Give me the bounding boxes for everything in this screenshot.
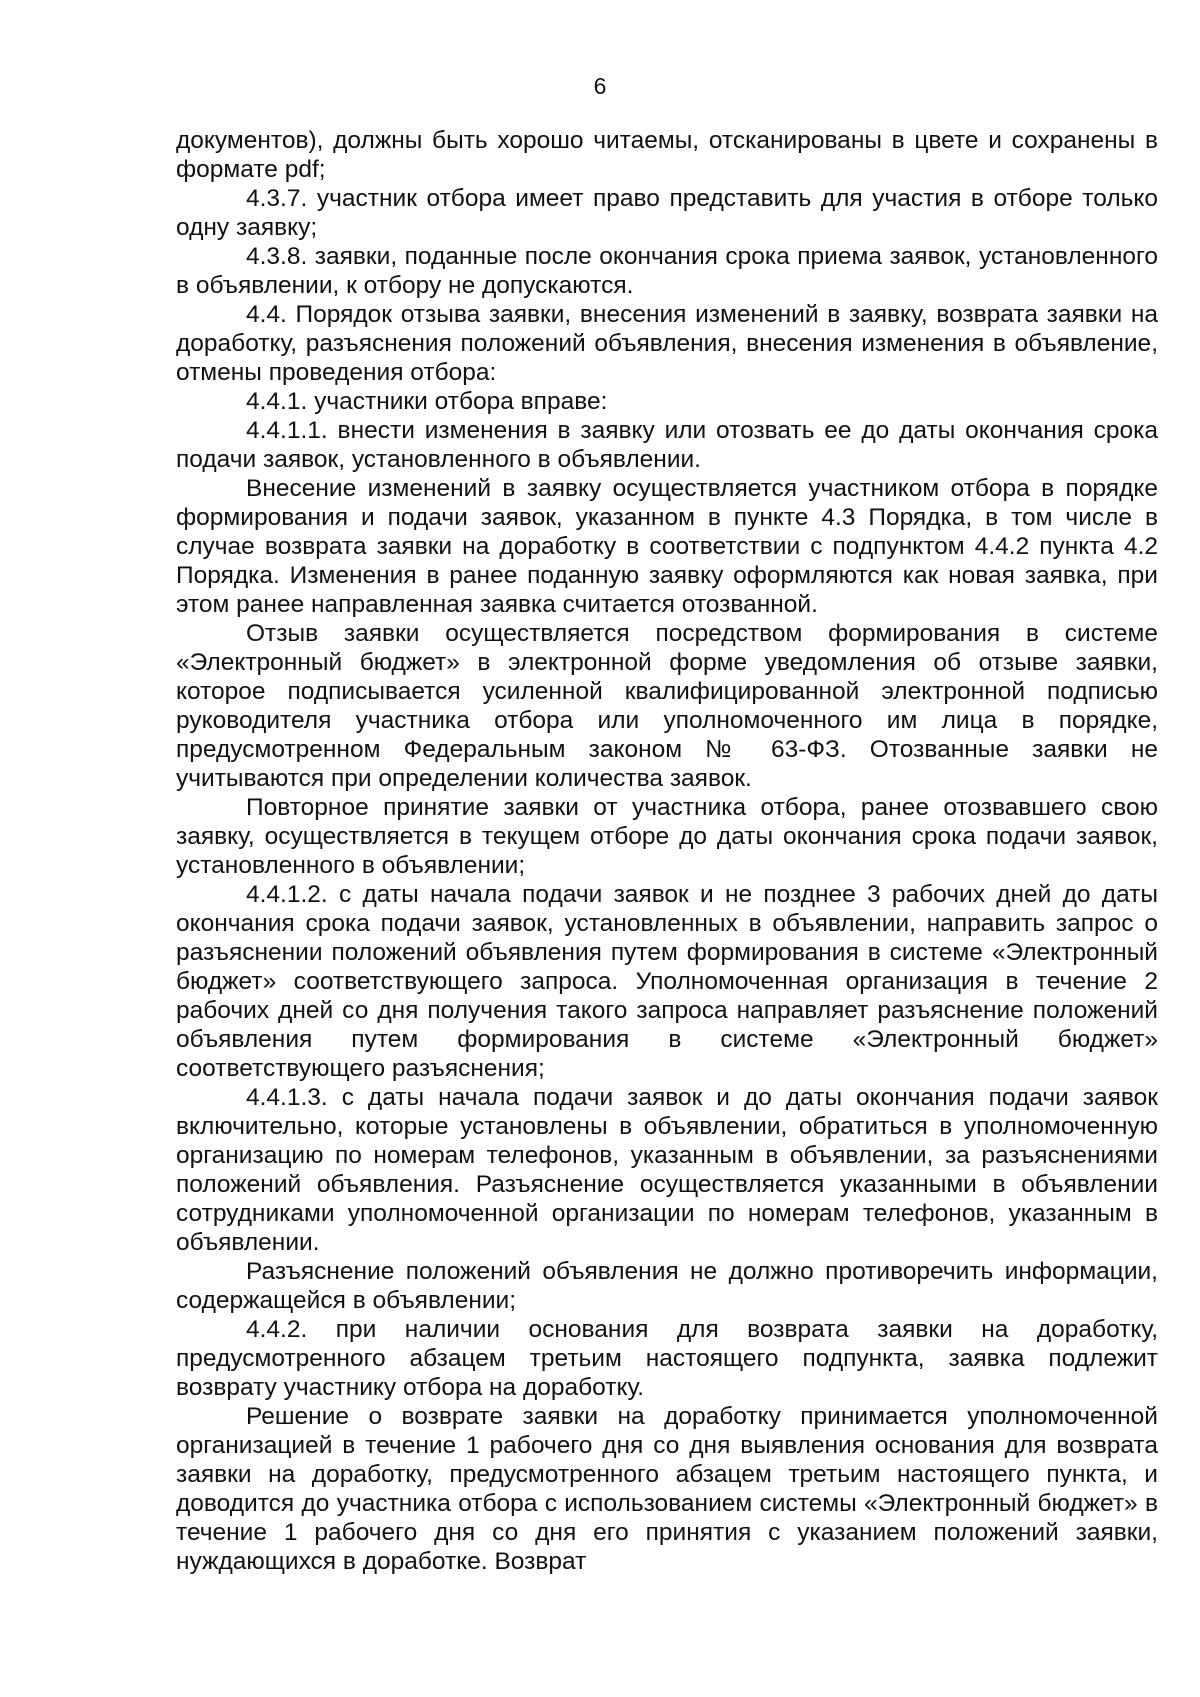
paragraph-continuation: документов), должны быть хорошо читаемы, отсканированы в цвете и сохранены в формате pdf; — [176, 127, 1158, 183]
paragraph-4-4-1: 4.4.1. участники отбора вправе: — [246, 388, 608, 415]
paragraph-4-3-8: 4.3.8. заявки, поданные после окончания срока приема заявок, установленного в объявлении, к отбору не допускаются. — [176, 243, 1158, 299]
paragraph-4-4-2: 4.4.2. при наличии основания для возврата заявки на доработку, предусмотренного абзацем третьим настоящего подпункта, заявка подлежит возврату участнику отбора на доработку. — [176, 1316, 1158, 1401]
page-number: 6 — [593, 73, 607, 99]
paragraph-return-decision: Решение о возврате заявки на доработку принимается уполномоченной организацией в течение 1 рабочего дня со дня выявления основания для возврата заявки на доработку, предусмотренного абзацем третьим настоящего пункта, и доводится до участника отбора с использованием системы «Электронный бюджет» в течение 1 рабочего дня со дня его принятия с указанием положений заявки, нуждающихся в доработке. Возврат — [176, 1403, 1158, 1575]
paragraph-amendments: Внесение изменений в заявку осуществляется участником отбора в порядке формирования и подачи заявок, указанном в пункте 4.3 Порядка, в том числе в случае возврата заявки на доработку в соответствии с подпунктом 4.4.2 пункта 4.2 Порядка. Изменения в ранее поданную заявку оформляются как новая заявка, при этом ранее направленная заявка считается отозванной. — [176, 475, 1158, 618]
paragraph-withdrawal: Отзыв заявки осуществляется посредством формирования в системе «Электронный бюджет» в электронной форме уведомления об отзыве заявки, которое подписывается усиленной квалифицированной электронной подписью руководителя участника отбора или уполномоченного им лица в порядке, предусмотренном Федеральным законом № 63-ФЗ. Отозванные заявки не учитываются при определении количества заявок. — [176, 620, 1158, 792]
paragraph-4-4-1-3: 4.4.1.3. с даты начала подачи заявок и до даты окончания подачи заявок включительно, которые установлены в объявлении, обратиться в уполномоченную организацию по номерам телефонов, указанным в объявлении, за разъяснениями положений объявления. Разъяснение осуществляется указанными в объявлении сотрудниками уполномоченной организации по номерам телефонов, указанным в объявлении. — [176, 1084, 1158, 1256]
paragraph-4-4: 4.4. Порядок отзыва заявки, внесения изменений в заявку, возврата заявки на доработку, разъяснения положений объявления, внесения изменения в объявление, отмены проведения отбора: — [176, 301, 1158, 386]
paragraph-resubmission: Повторное принятие заявки от участника отбора, ранее отозвавшего свою заявку, осуществляется в текущем отборе до даты окончания срока подачи заявок, установленного в объявлении; — [176, 794, 1158, 879]
paragraph-4-3-7: 4.3.7. участник отбора имеет право представить для участия в отборе только одну заявку; — [176, 185, 1158, 241]
paragraph-4-4-1-1: 4.4.1.1. внести изменения в заявку или отозвать ее до даты окончания срока подачи заявок, установленного в объявлении. — [176, 417, 1158, 473]
document-body — [176, 126, 1158, 1576]
paragraph-clarification: Разъяснение положений объявления не должно противоречить информации, содержащейся в объявлении; — [176, 1258, 1158, 1314]
paragraph-4-4-1-2: 4.4.1.2. с даты начала подачи заявок и не позднее 3 рабочих дней до даты окончания срока подачи заявок, установленных в объявлении, направить запрос о разъяснении положений объявления путем формирования в системе «Электронный бюджет» соответствующего запроса. Уполномоченная организация в течение 2 рабочих дней со дня получения такого запроса направляет разъяснение положений объявления путем формирования в системе «Электронный бюджет» соответствующего разъяснения; — [176, 881, 1158, 1082]
